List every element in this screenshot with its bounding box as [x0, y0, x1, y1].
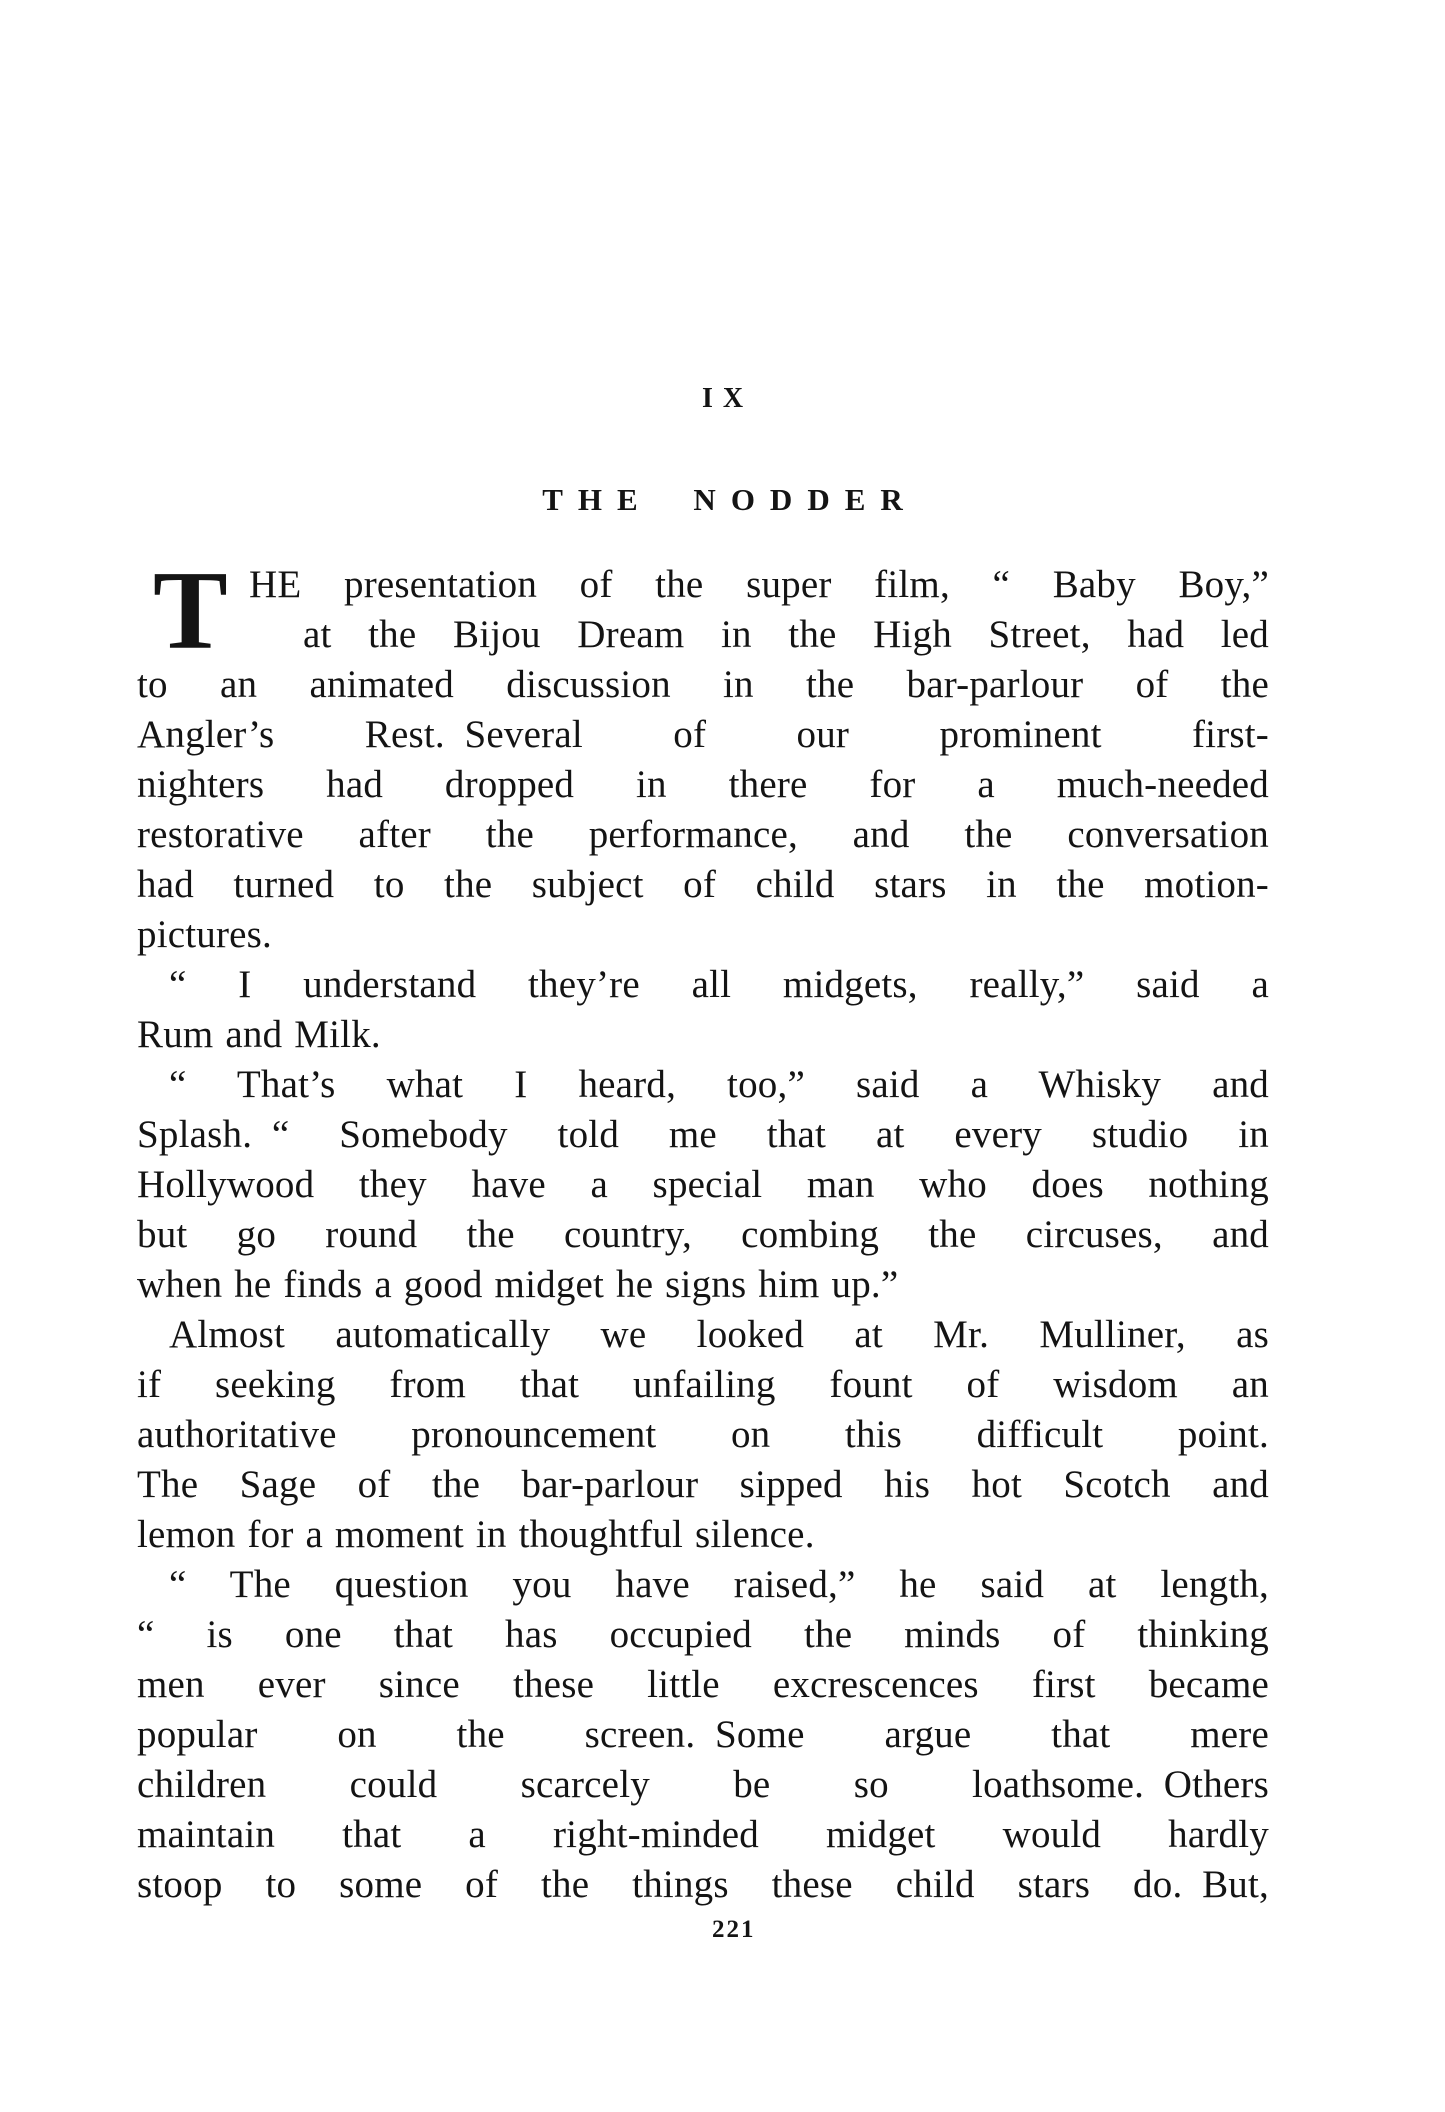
text-line: at the Bijou Dream in the High Street, had led [303, 613, 1269, 656]
text-line: if seeking from that unfailing fount of wisdom an [137, 1363, 1269, 1406]
page-number: 221 [712, 1916, 756, 1943]
text-line: “ That’s what I heard, too,” said a Whisky and [169, 1063, 1269, 1106]
text-line: The Sage of the bar-parlour sipped his hot Scotch and [137, 1463, 1269, 1506]
text-line: stoop to some of the things these child stars do. But, [137, 1863, 1269, 1906]
text-line: had turned to the subject of child stars in the motion- [137, 863, 1269, 906]
text-line: to an animated discussion in the bar-parlour of the [137, 663, 1269, 706]
drop-cap: T [153, 549, 228, 673]
text-line: “ The question you have raised,” he said at length, [169, 1563, 1269, 1606]
text-line: Splash. “ Somebody told me that at every studio in [137, 1113, 1269, 1156]
text-line: pictures. [137, 913, 273, 956]
chapter-number: IX [701, 383, 754, 414]
body-text [137, 549, 1269, 1910]
text-line: Angler’s Rest. Several of our prominent first- [137, 713, 1269, 756]
text-line: nighters had dropped in there for a much-needed [137, 763, 1269, 806]
text-line: but go round the country, combing the circuses, and [137, 1213, 1269, 1256]
text-line: when he finds a good midget he signs him up.” [137, 1263, 899, 1306]
text-line: popular on the screen. Some argue that mere [137, 1713, 1269, 1756]
chapter-title: THE NODDER [542, 482, 918, 517]
text-line: restorative after the performance, and the conversation [137, 813, 1269, 856]
text-line: Almost automatically we looked at Mr. Mulliner, as [169, 1313, 1269, 1356]
text-line: “ I understand they’re all midgets, really,” said a [169, 963, 1269, 1006]
text-line: authoritative pronouncement on this difficult point. [137, 1413, 1269, 1456]
text-line: children could scarcely be so loathsome. Others [137, 1763, 1269, 1806]
text-line: maintain that a right-minded midget would hardly [137, 1813, 1269, 1856]
text-line: HE presentation of the super film, “ Baby Boy,” [249, 563, 1269, 606]
text-line: Rum and Milk. [137, 1013, 381, 1056]
text-line: Hollywood they have a special man who does nothing [137, 1163, 1269, 1206]
text-line: men ever since these little excrescences first became [137, 1663, 1269, 1706]
text-line: “ is one that has occupied the minds of thinking [137, 1613, 1269, 1656]
text-line: lemon for a moment in thoughtful silence. [137, 1513, 815, 1556]
